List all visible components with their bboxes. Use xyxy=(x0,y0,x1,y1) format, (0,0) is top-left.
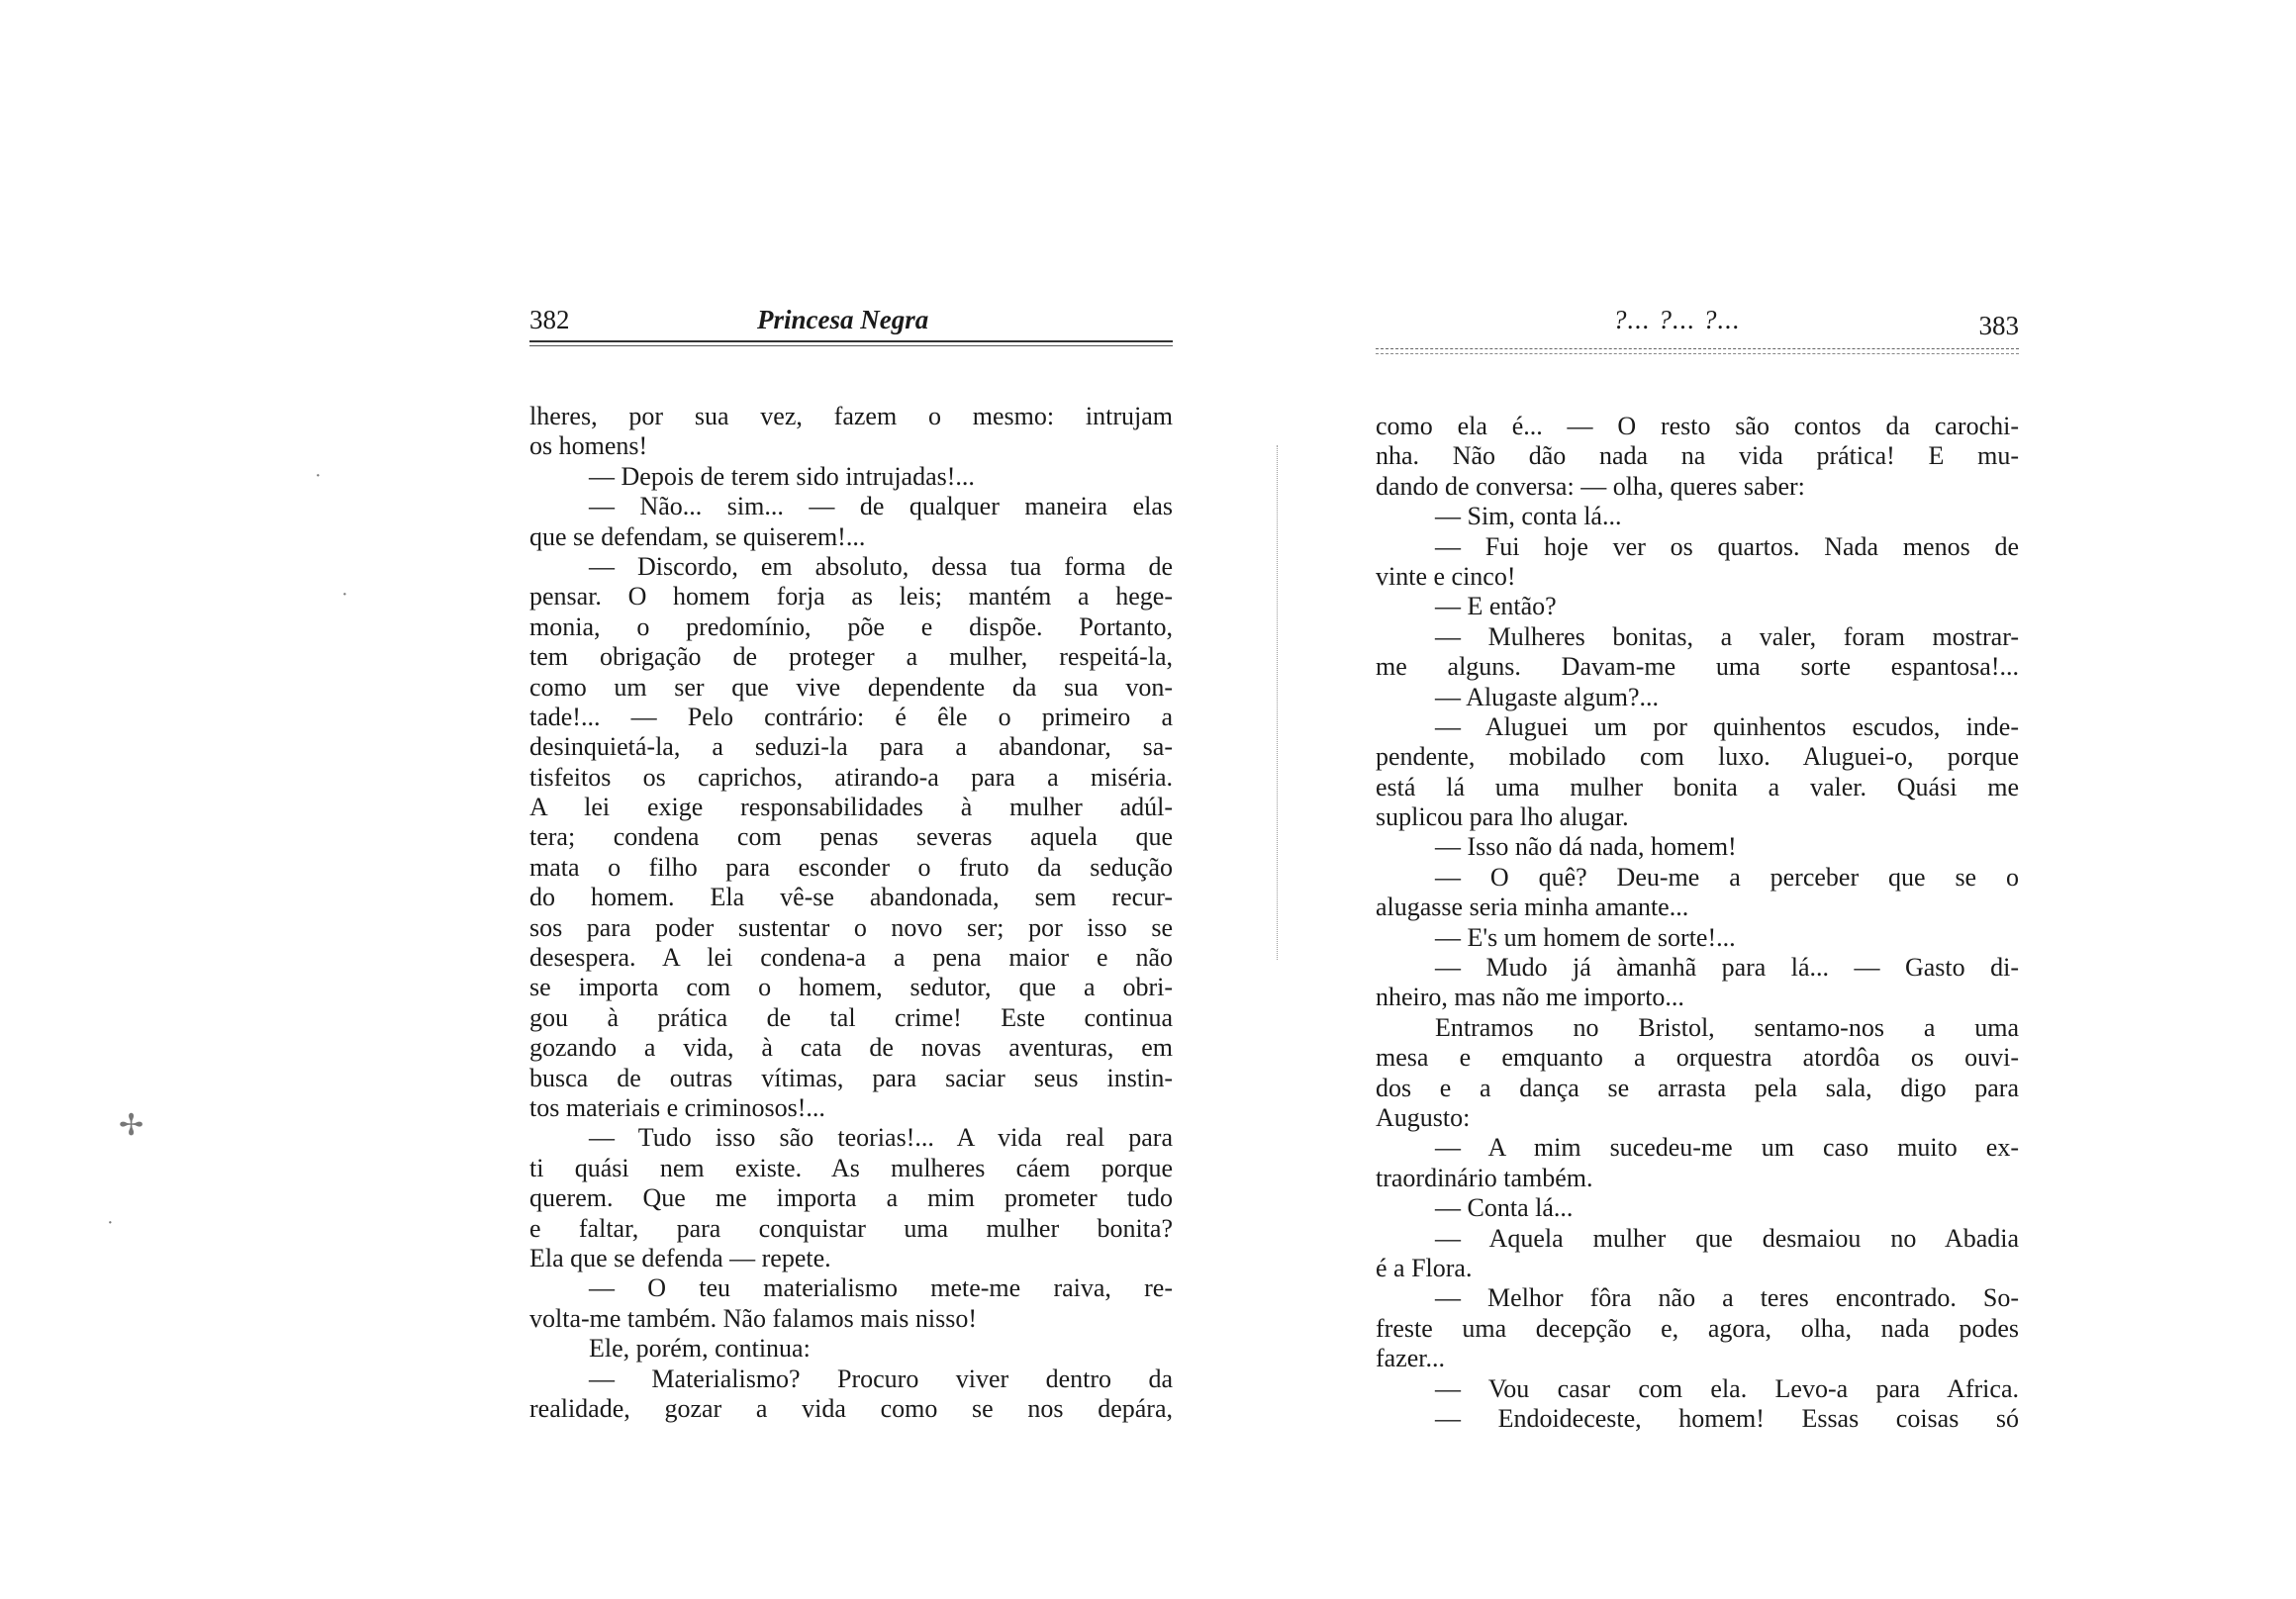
text-line: Ela que se defenda — repete. xyxy=(529,1243,831,1272)
text-line: monia, o predomínio, põe e dispõe. Portanto, xyxy=(529,611,1173,641)
text-line: — Isso não dá nada, homem! xyxy=(1435,832,1737,862)
gutter-marks xyxy=(1277,445,1297,960)
text-line: nha. Não dão nada na vida prática! E mu- xyxy=(1376,441,2019,471)
text-line: tisfeitos os caprichos, atirando-a para a miséria. xyxy=(529,762,1173,792)
text-line: dos e a dança se arrasta pela sala, digo para xyxy=(1376,1073,2019,1102)
text-line: — Endoideceste, homem! Essas coisas só xyxy=(1435,1403,2019,1433)
speck: · xyxy=(315,465,322,487)
text-line: — Alugaste algum?... xyxy=(1435,682,1660,711)
text-line: gou à prática de tal crime! Este continua xyxy=(529,1002,1173,1032)
text-line: querem. Que me importa a mim prometer tudo xyxy=(529,1183,1173,1213)
text-line: os homens! xyxy=(529,431,648,461)
text-line: dando de conversa: — olha, queres saber: xyxy=(1376,471,1805,501)
text-line: — A mim sucedeu-me um caso muito ex- xyxy=(1435,1133,2019,1163)
text-line: — Aquela mulher que desmaiou no Abadia xyxy=(1435,1223,2019,1253)
text-line: é a Flora. xyxy=(1376,1253,1473,1282)
text-line: pensar. O homem forja as leis; mantém a hege- xyxy=(529,582,1173,611)
text-line: — Não... sim... — de qualquer maneira elas xyxy=(589,492,1173,521)
header-rule xyxy=(529,340,1173,342)
text-line: — E então? xyxy=(1435,592,1557,621)
running-head xyxy=(1376,305,2019,344)
text-line: — Vou casar com ela. Levo-a para Africa. xyxy=(1435,1373,2019,1403)
running-title: Princesa Negra xyxy=(757,305,929,334)
text-line: busca de outras vítimas, para saciar seus instin- xyxy=(529,1063,1173,1092)
text-line: tos materiais e criminosos!... xyxy=(529,1092,825,1122)
text-line: suplicou para lho alugar. xyxy=(1376,802,1629,832)
text-line: — E's um homem de sorte!... xyxy=(1435,922,1736,952)
speck: · xyxy=(107,1212,114,1234)
text-line: — Tudo isso são teorias!... A vida real para xyxy=(589,1123,1173,1153)
text-line: tade!... — Pelo contrário: é êle o primeiro a xyxy=(529,702,1173,731)
text-line: me alguns. Davam-me uma sorte espantosa!... xyxy=(1376,652,2019,682)
text-line: Augusto: xyxy=(1376,1102,1471,1132)
text-line: que se defendam, se quiserem!... xyxy=(529,521,866,551)
text-line: lheres, por sua vez, fazem o mesmo: intrujam xyxy=(529,402,1173,430)
text-line: A lei exige responsabilidades à mulher adúl- xyxy=(529,793,1173,822)
text-line: Entramos no Bristol, sentamo-nos a uma xyxy=(1435,1012,2019,1042)
text-line: — Conta lá... xyxy=(1435,1193,1574,1223)
text-line: ti quási nem existe. As mulheres cáem porque xyxy=(529,1153,1173,1182)
page-body-text xyxy=(529,402,1173,1424)
text-line: alugasse seria minha amante... xyxy=(1376,893,1689,922)
text-line: — O quê? Deu-me a perceber que se o xyxy=(1435,862,2019,892)
text-line: tera; condena com penas severas aquela que xyxy=(529,822,1173,852)
text-line: está lá uma mulher bonita a valer. Quási me xyxy=(1376,772,2019,801)
text-line: desespera. A lei condena-a a pena maior e não xyxy=(529,943,1173,973)
running-title: ?... ?... ?... xyxy=(1613,305,1741,334)
page-number: 382 xyxy=(529,305,570,334)
text-line: — Depois de terem sido intrujadas!... xyxy=(589,461,975,491)
text-line: do homem. Ela vê-se abandonada, sem recur- xyxy=(529,883,1173,912)
text-line: pendente, mobilado com luxo. Aluguei-o, porque xyxy=(1376,742,2019,772)
text-line: freste uma decepção e, agora, olha, nada podes xyxy=(1376,1313,2019,1343)
text-line: — Melhor fôra não a teres encontrado. So- xyxy=(1435,1283,2019,1313)
text-line: — Aluguei um por quinhentos escudos, inde- xyxy=(1435,711,2019,741)
speck: · xyxy=(341,584,348,606)
text-line: mesa e emquanto a orquestra atordôa os ouvi- xyxy=(1376,1043,2019,1073)
text-line: volta-me também. Não falamos mais nisso! xyxy=(529,1303,978,1333)
text-line: sos para poder sustentar o novo ser; por isso se xyxy=(529,912,1173,942)
text-line: mata o filho para esconder o fruto da sedução xyxy=(529,852,1173,882)
running-head xyxy=(529,305,1173,344)
text-line: e faltar, para conquistar uma mulher bonita? xyxy=(529,1213,1173,1243)
header-rule xyxy=(529,345,1173,346)
text-line: realidade, gozar a vida como se nos depára, xyxy=(529,1393,1173,1423)
text-line: — Materialismo? Procuro viver dentro da xyxy=(589,1364,1173,1393)
text-line: — Fui hoje ver os quartos. Nada menos de xyxy=(1435,531,2019,561)
text-line: tem obrigação de proteger a mulher, respeitá-la, xyxy=(529,642,1173,672)
header-rule xyxy=(1376,348,2019,349)
text-line: — Discordo, em absoluto, dessa tua forma de xyxy=(589,551,1173,581)
text-line: como um ser que vive dependente da sua von- xyxy=(529,672,1173,702)
text-line: fazer... xyxy=(1376,1344,1446,1373)
text-line: gozando a vida, à cata de novas aventuras, em xyxy=(529,1033,1173,1063)
page-body-text xyxy=(1376,412,2019,1434)
text-line: se importa com o homem, sedutor, que a obri- xyxy=(529,973,1173,1002)
text-line: como ela é... — O resto são contos da carochi- xyxy=(1376,412,2019,440)
page-number: 383 xyxy=(1978,311,2019,340)
text-line: nheiro, mas não me importo... xyxy=(1376,983,1684,1012)
text-line: — O teu materialismo mete-me raiva, re- xyxy=(589,1273,1173,1303)
header-rule xyxy=(1376,353,2019,354)
text-line: Ele, porém, continua: xyxy=(589,1334,811,1364)
text-line: — Sim, conta lá... xyxy=(1435,502,1622,531)
text-line: traordinário também. xyxy=(1376,1163,1593,1192)
text-line: — Mulheres bonitas, a valer, foram mostrar- xyxy=(1435,621,2019,651)
text-line: — Mudo já àmanhã para lá... — Gasto di- xyxy=(1435,953,2019,983)
text-line: desinquietá-la, a seduzi-la para a abandonar, sa- xyxy=(529,732,1173,762)
text-line: vinte e cinco! xyxy=(1376,561,1516,591)
speck: ✢ xyxy=(119,1109,144,1142)
